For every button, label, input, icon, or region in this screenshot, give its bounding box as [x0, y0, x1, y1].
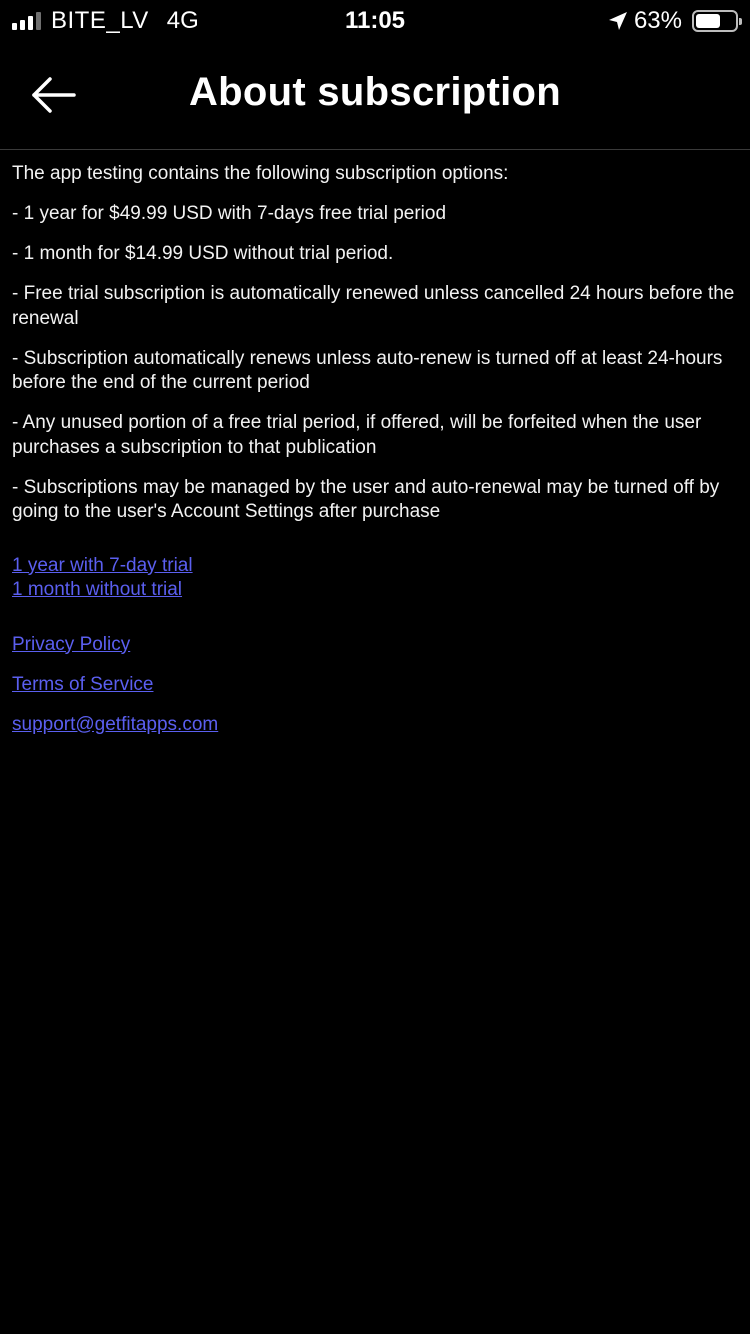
subscription-info — [12, 162, 738, 737]
intro-text: The app testing contains the following subscription options: — [12, 163, 509, 184]
page-title: About subscription — [188, 70, 562, 114]
privacy-policy-link[interactable]: Privacy Policy — [12, 633, 131, 655]
battery-fill — [696, 14, 720, 28]
location-arrow-icon — [608, 11, 628, 31]
list-item: - Free trial subscription is automatically renewed unless cancelled 24 hours before the renewal — [12, 283, 735, 329]
list-item: - 1 month for $14.99 USD without trial period. — [12, 243, 394, 264]
battery-percent: 63% — [633, 7, 682, 34]
navigation-bar — [0, 42, 750, 150]
links-section — [12, 554, 738, 738]
year-trial-link[interactable]: 1 year with 7-day trial — [12, 554, 193, 576]
status-right — [608, 0, 738, 42]
month-no-trial-link[interactable]: 1 month without trial — [12, 579, 183, 600]
network-type: 4G — [166, 7, 199, 34]
list-item: - Subscription automatically renews unless auto-renew is turned off at least 24-hours before the end of the current period — [12, 347, 723, 393]
status-bar — [0, 0, 750, 42]
battery-icon — [692, 10, 738, 32]
status-time: 11:05 — [344, 7, 406, 34]
carrier-name: BITE_LV — [51, 7, 149, 34]
list-item: - Subscriptions may be managed by the user and auto-renewal may be turned off by going to the user's Account Settings after purchase — [12, 476, 720, 522]
list-item: - 1 year for $49.99 USD with 7-days free trial period — [12, 203, 447, 224]
terms-of-service-link[interactable]: Terms of Service — [12, 673, 154, 695]
support-email-link[interactable]: support@getfitapps.com — [12, 713, 219, 735]
list-item: - Any unused portion of a free trial period, if offered, will be forfeited when the user purchases a subscription to that publication — [12, 412, 702, 458]
